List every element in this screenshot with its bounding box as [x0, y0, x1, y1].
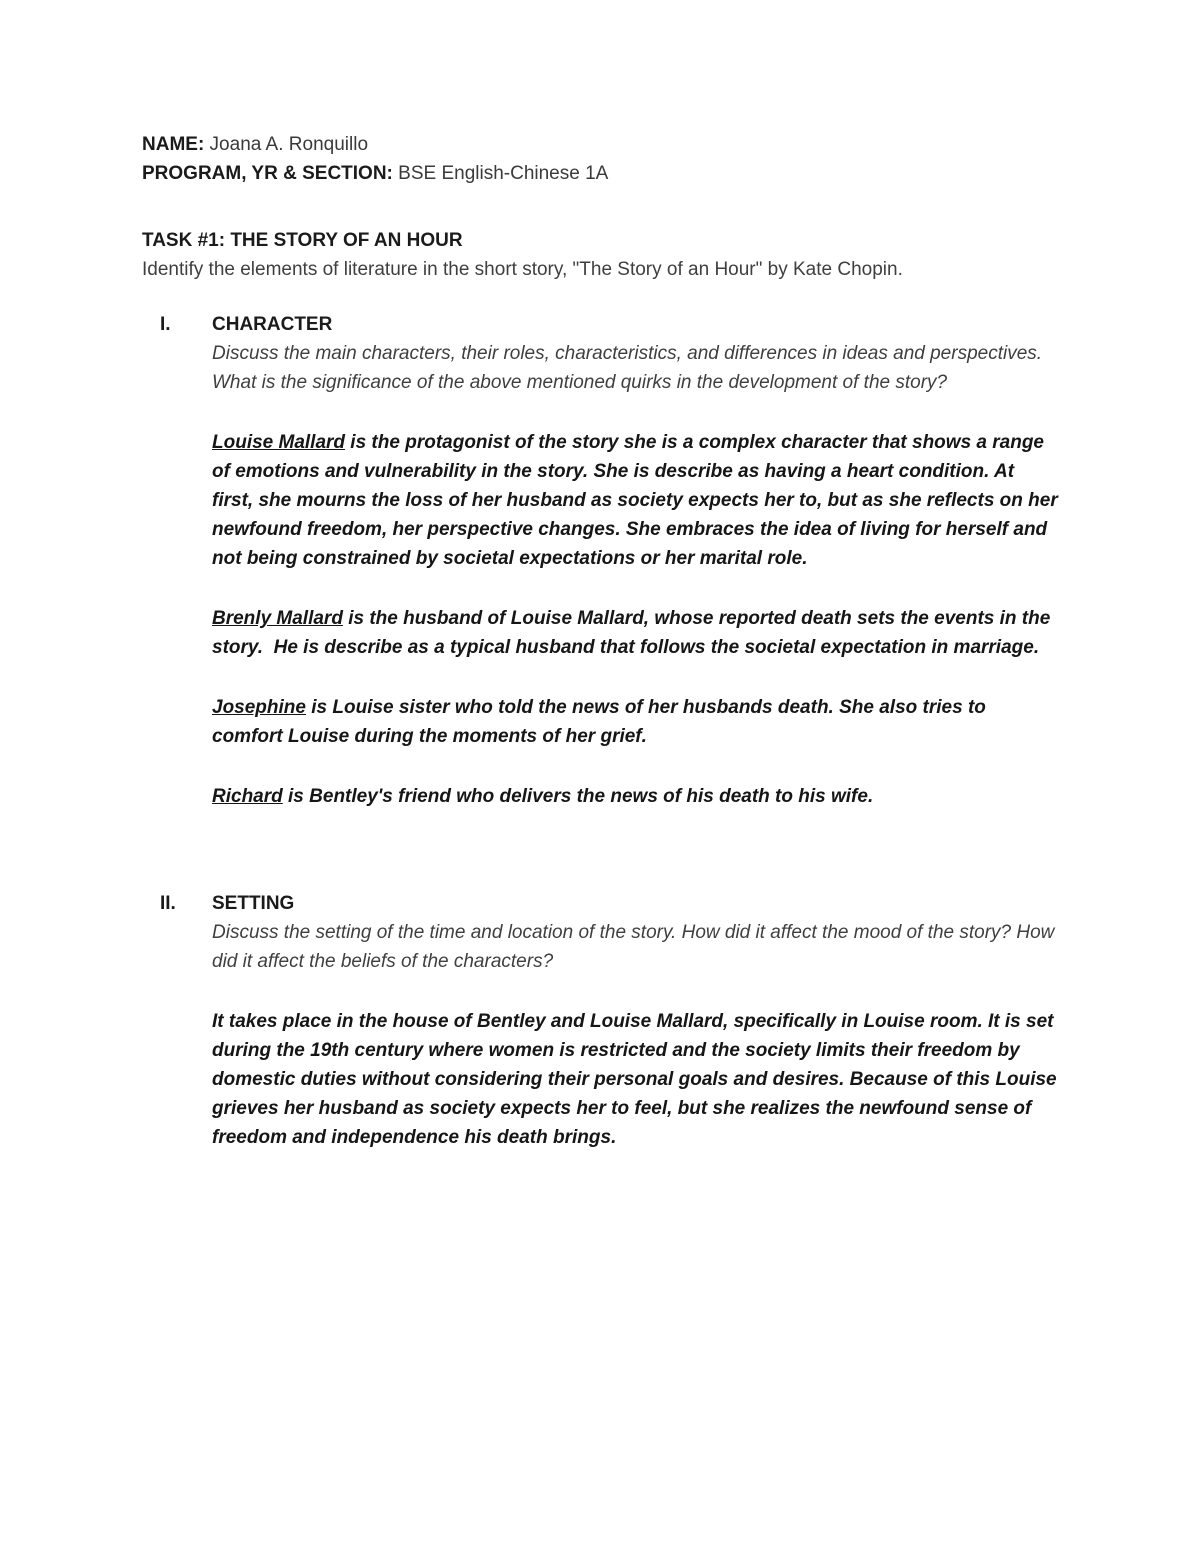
section-character-numeral: I. — [160, 314, 171, 335]
answer-text-richard: is Bentley's friend who delivers the news of his death to his wife. — [282, 786, 874, 807]
answer-text-setting: It takes place in the house of Bentley and Louise Mallard, specifically in Louise room. It is set during the 19th century where women is restricted and the society limits their freedom by domestic duties without considering their personal goals and desires. Because of this Louise grieves her husband as society expects her to feel, but she realizes the newfound sense of freedom and independence his death brings. — [212, 1011, 1062, 1148]
task-instruction: Identify the elements of literature in the short story, "The Story of an Hour" by Kate Chopin. — [142, 259, 903, 280]
section-character-body — [212, 310, 1064, 811]
answer-paragraph-josephine — [212, 693, 1060, 751]
section-setting-title: SETTING — [212, 893, 295, 914]
character-name-richard: Richard — [212, 786, 283, 807]
answer-paragraph-richard — [212, 782, 1060, 811]
answer-paragraph-setting — [212, 1007, 1060, 1152]
task-title: TASK #1: THE STORY OF AN HOUR — [142, 230, 463, 251]
answer-text-josephine: is Louise sister who told the news of her husbands death. She also tries to comfort Louise during the moments of her grief. — [212, 697, 992, 747]
character-name-josephine: Josephine — [212, 697, 306, 718]
answer-text-louise: is the protagonist of the story she is a complex character that shows a range of emotions and vulnerability in the story. She is describe as having a heart condition. At first, she mourns the loss of her husband as society expects her to, but as she reflects on her newfound freedom, her perspective changes. She embraces the idea of living for herself and not being constrained by societal expectations or her marital role. — [212, 432, 1064, 569]
name-label: NAME: — [142, 134, 205, 155]
program-line — [142, 159, 1060, 188]
character-name-louise: Louise Mallard — [212, 432, 346, 453]
answer-paragraph-louise — [212, 428, 1064, 573]
answer-text-brenly: is the husband of Louise Mallard, whose reported death sets the events in the story. He is describe as a typical husband that follows the societal expectation in marriage. — [212, 608, 1056, 658]
section-setting-body — [212, 889, 1060, 1152]
section-setting-prompt: Discuss the setting of the time and location of the story. How did it affect the mood of the story? How did it affect the beliefs of the characters? — [212, 922, 1055, 972]
name-value: Joana A. Ronquillo — [204, 134, 369, 155]
program-label: PROGRAM, YR & SECTION: — [142, 163, 393, 184]
section-character-prompt: Discuss the main characters, their roles, characteristics, and differences in ideas and perspectives. What is the significance of the above mentioned quirks in the development of the story? — [212, 343, 1043, 393]
section-character-title: CHARACTER — [212, 314, 333, 335]
character-name-brenly: Brenly Mallard — [212, 608, 343, 629]
answer-paragraph-brenly — [212, 604, 1060, 662]
section-setting-numeral: II. — [160, 893, 176, 914]
section-setting — [142, 889, 1060, 1152]
program-value: BSE English-Chinese 1A — [392, 163, 609, 184]
name-line — [142, 130, 1060, 159]
section-character — [142, 310, 1064, 811]
